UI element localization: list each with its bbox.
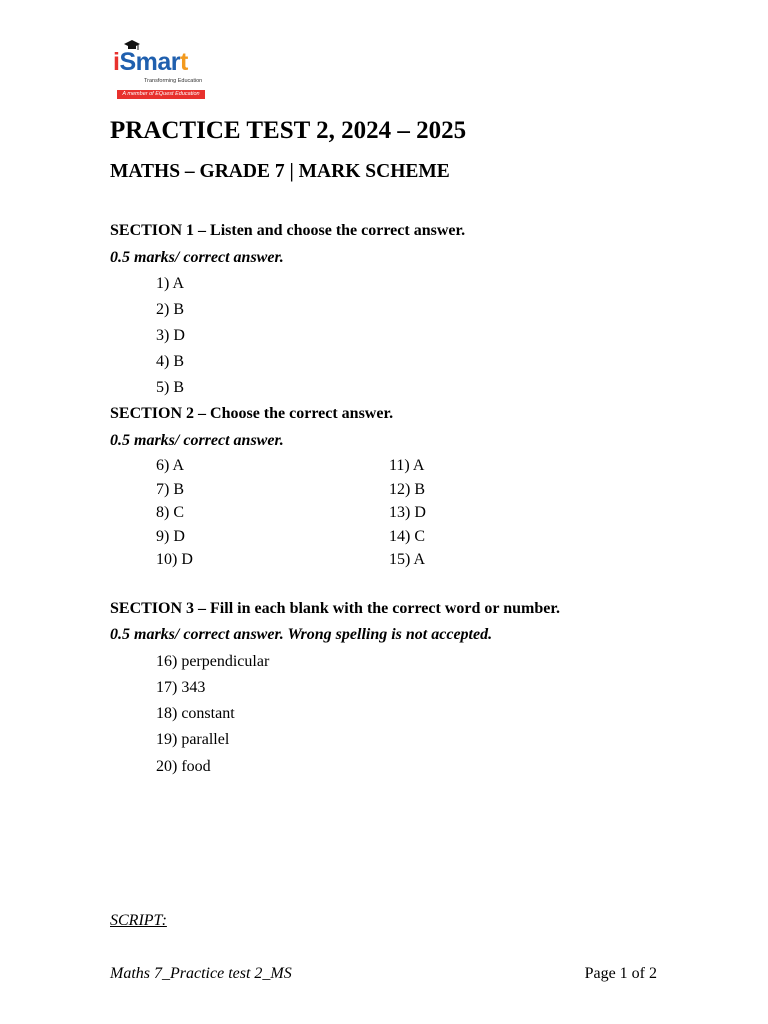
logo-tagline: Transforming Education [144,78,203,84]
answer-item: 2) B [156,301,184,318]
section1-heading: SECTION 1 – Listen and choose the correct answer. [110,222,466,239]
answer-item: 18) constant [156,705,235,722]
page-subtitle: MATHS – GRADE 7 | MARK SCHEME [110,161,450,182]
logo-wordmark: iSmart [113,48,188,76]
answer-item: 8) C [156,504,184,521]
answer-item: 5) B [156,379,184,396]
section3-marks: 0.5 marks/ correct answer. Wrong spelling is not accepted. [110,626,493,643]
answer-item: 19) parallel [156,731,230,748]
answer-item: 15) A [389,551,425,568]
footer-doc-name: Maths 7_Practice test 2_MS [110,965,292,982]
answer-item: 11) A [389,457,425,474]
answer-item: 3) D [156,327,185,344]
section2-heading: SECTION 2 – Choose the correct answer. [110,405,394,422]
answer-item: 6) A [156,457,184,474]
page-title: PRACTICE TEST 2, 2024 – 2025 [110,117,467,144]
script-label: SCRIPT: [110,912,167,929]
answer-item: 7) B [156,481,184,498]
logo-member-bar: A member of EQuest Education [117,90,205,99]
footer-page-number: Page 1 of 2 [584,965,657,982]
section2-marks: 0.5 marks/ correct answer. [110,432,284,449]
answer-item: 14) C [389,528,425,545]
answer-item: 16) perpendicular [156,653,270,670]
answer-item: 12) B [389,481,425,498]
section1-marks: 0.5 marks/ correct answer. [110,249,284,266]
section3-heading: SECTION 3 – Fill in each blank with the correct word or number. [110,600,560,617]
ismart-logo [113,40,209,102]
answer-item: 13) D [389,504,426,521]
answer-item: 1) A [156,275,184,292]
answer-item: 17) 343 [156,679,206,696]
answer-item: 4) B [156,353,184,370]
answer-item: 9) D [156,528,185,545]
answer-item: 10) D [156,551,193,568]
answer-item: 20) food [156,758,211,775]
